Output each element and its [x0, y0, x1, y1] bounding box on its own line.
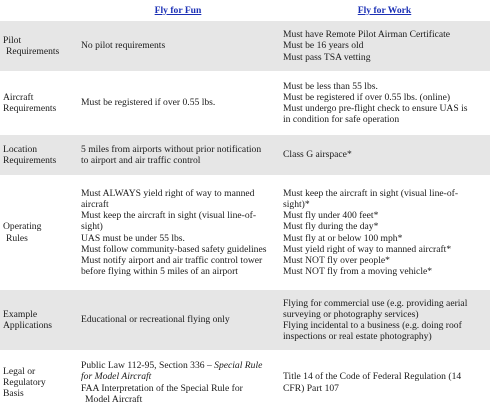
work-line: in condition for safe operation	[283, 114, 400, 126]
fun-line: aircraft	[81, 198, 109, 210]
label-line: Legal or	[3, 365, 36, 377]
label-line: Requirements	[3, 155, 57, 166]
row-label	[0, 290, 77, 350]
fun-line: UAS must be under 55 lbs.	[81, 232, 185, 244]
label-line: Applications	[3, 320, 53, 331]
row-example-applications	[0, 290, 490, 350]
row-aircraft-requirements	[0, 71, 490, 135]
row-location-requirements	[0, 135, 490, 175]
fun-cell	[77, 350, 279, 415]
row-label	[0, 175, 77, 290]
row-pilot-requirements	[0, 21, 490, 71]
fly-for-work-link[interactable]: Fly for Work	[357, 4, 412, 16]
work-line: CFR) Part 107	[283, 382, 339, 394]
fun-line: FAA Interpretation of the Special Rule for	[81, 382, 243, 394]
work-cell	[279, 21, 490, 71]
fun-line: Model Aircraft	[85, 393, 143, 405]
work-line: Must pass TSA vetting	[283, 51, 371, 63]
fun-line: Educational or recreational flying only	[81, 314, 230, 326]
work-cell	[279, 135, 490, 175]
label-line: Requirements	[3, 103, 57, 114]
label-line: Rules	[6, 232, 28, 244]
label-line: Aircraft	[3, 91, 34, 103]
row-label	[0, 21, 77, 71]
row-label	[0, 135, 77, 175]
header-row	[0, 0, 490, 21]
fun-line: 5 miles from airports without prior notification	[81, 143, 262, 155]
header-empty	[0, 0, 77, 21]
work-line: Title 14 of the Code of Federal Regulation (14	[283, 371, 462, 383]
public-law-text: Public Law 112-95, Section 336 –	[81, 360, 215, 372]
work-line: Flying for commercial use (e.g. providing aerial	[283, 297, 468, 309]
fun-line: for Model Aircraft	[81, 371, 152, 383]
label-line: Basis	[3, 388, 24, 400]
work-line: Must fly under 400 feet*	[283, 210, 379, 222]
special-rule-italic: Special Rule	[214, 360, 263, 372]
label-line: Location	[3, 143, 38, 155]
work-cell	[279, 71, 490, 135]
work-line: Class G airspace*	[283, 149, 352, 161]
work-line: Flying incidental to a business (e.g. doing roof	[283, 320, 462, 331]
work-cell	[279, 175, 490, 290]
fun-line: sight)	[81, 221, 103, 233]
work-line: inspections or real estate photography)	[283, 331, 432, 343]
label-line: Operating	[3, 221, 42, 233]
fun-cell	[77, 135, 279, 175]
work-cell	[279, 350, 490, 415]
fun-line: Must keep the aircraft in sight (visual line-of-	[81, 210, 257, 222]
work-line: sight)*	[283, 198, 310, 210]
label-line: Regulatory	[3, 376, 46, 388]
work-line: Must fly at or below 100 mph*	[283, 232, 403, 244]
fun-cell	[77, 175, 279, 290]
work-line: Must undergo pre-flight check to ensure UAS is	[283, 103, 468, 114]
label-line: Requirements	[6, 46, 60, 57]
work-line: Must be registered if over 0.55 lbs. (online)	[283, 91, 451, 103]
header-fly-for-work	[279, 0, 490, 21]
row-operating-rules	[0, 175, 490, 290]
fun-cell	[77, 290, 279, 350]
work-cell	[279, 290, 490, 350]
fun-line: before flying within 5 miles of an airport	[81, 266, 238, 278]
work-line: Must be less than 55 lbs.	[283, 80, 378, 92]
header-fly-for-fun	[77, 0, 279, 21]
fun-line: to airport and air traffic control	[81, 155, 201, 166]
work-line: Must be 16 years old	[283, 40, 364, 52]
label-line: Pilot	[3, 34, 22, 46]
fun-line	[81, 360, 277, 371]
work-line: surveying or photography services)	[283, 308, 419, 320]
work-line: Must keep the aircraft in sight (visual line-of-	[283, 187, 459, 199]
fun-line: No pilot requirements	[81, 40, 166, 52]
fly-for-fun-link[interactable]: Fly for Fun	[154, 4, 202, 16]
row-label	[0, 71, 77, 135]
work-line: Must NOT fly from a moving vehicle*	[283, 266, 433, 278]
work-line: Must NOT fly over people*	[283, 254, 390, 266]
label-line: Example	[3, 308, 38, 320]
work-line: Must fly during the day*	[283, 221, 379, 233]
work-line: Must yield right of way to manned aircraft*	[283, 243, 452, 255]
fun-line: Must be registered if over 0.55 lbs.	[81, 97, 216, 109]
row-legal-basis	[0, 350, 490, 415]
fun-line: Must follow community-based safety guidelines	[81, 243, 267, 255]
work-line: Must have Remote Pilot Airman Certificate	[283, 29, 451, 41]
fun-line: Must ALWAYS yield right of way to manned	[81, 187, 255, 199]
fun-cell	[77, 71, 279, 135]
fun-line: Must notify airport and air traffic control tower	[81, 254, 263, 266]
fun-cell	[77, 21, 279, 71]
row-label	[0, 350, 77, 415]
